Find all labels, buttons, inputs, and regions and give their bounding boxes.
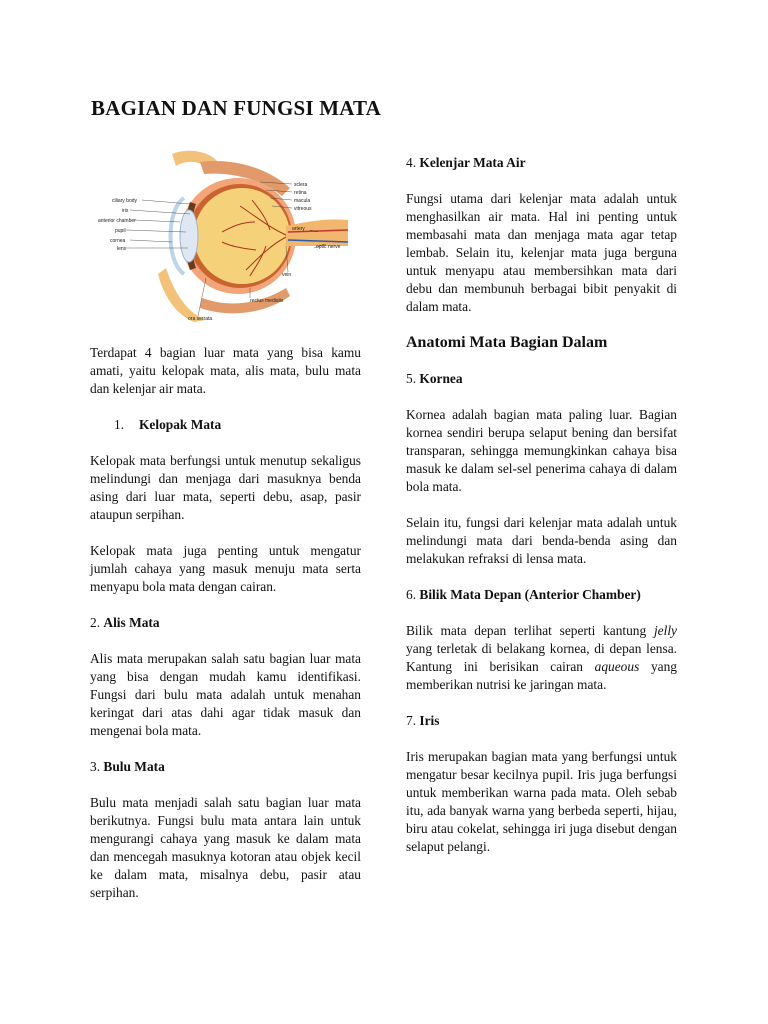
left-column (90, 344, 361, 902)
heading-iris (406, 712, 677, 730)
eye-anatomy-illustration (90, 148, 352, 324)
label-retina: retina (294, 190, 307, 196)
heading-bilik-mata-depan (406, 586, 677, 604)
label-lens: lens (117, 246, 127, 252)
heading-kelenjar-mata-air (406, 154, 677, 172)
label-optic-nerve: optic nerve (316, 244, 341, 250)
page-title: BAGIAN DAN FUNGSI MATA (91, 96, 382, 120)
bilik-paragraph (406, 622, 677, 694)
bilik-text-c: yang memberikan nutrisi ke jaringan mata. (406, 659, 677, 692)
label-pupil: pupil (115, 228, 126, 234)
heading-text: Alis Mata (103, 615, 160, 630)
lens-shape (180, 210, 198, 262)
kornea-paragraph-1: Kornea adalah bagian mata paling luar. Bagian kornea sendiri berupa selaput bening dan bersifat transparan, sehingga memungkinkan cahaya bisa masuk ke dalam sel-sel penerima cahaya di dalam bola mata. (406, 407, 677, 494)
heading-text: Kelenjar Mata Air (419, 155, 526, 170)
kelopak-paragraph-2: Kelopak mata juga penting untuk mengatur jumlah cahaya yang masuk menuju mata serta menyapu bola mata dengan cairan. (90, 543, 361, 594)
heading-bulu-mata (90, 758, 361, 776)
iris-paragraph: Iris merupakan bagian mata yang berfungsi untuk mengatur besar kecilnya pupil. Iris juga berfungsi untuk memberikan warna pada mata. Oleh sebab itu, ada banyak warna yang berbeda seperti, hijau, biru atau cokelat, sehingga iri juga disebut dengan selaput pelangi. (406, 749, 677, 854)
heading-text: Bilik Mata Depan (Anterior Chamber) (419, 587, 641, 602)
label-artery: artery (292, 226, 305, 232)
heading-number: 2. (90, 615, 101, 630)
kelenjar-paragraph: Fungsi utama dari kelenjar mata adalah untuk menghasilkan air mata. Hal ini penting untuk membasahi mata dan menjaga mata agar tetap lembab. Selain itu, kelenjar mata juga berguna untuk menyapu atau membersihkan mata dari debu dan membunuh berbagai bibit penyakit di dalam mata. (406, 191, 677, 314)
bilik-term-jelly: jelly (653, 623, 677, 638)
heading-number: 4. (406, 155, 417, 170)
bilik-text-b: yang terletak di belakang kornea, di depan lensa. Kantung ini berisikan cairan (406, 641, 677, 674)
heading-number: 1. (114, 417, 125, 432)
label-iris: iris (122, 208, 129, 214)
bottom-leader-2 (198, 278, 206, 316)
eye-anatomy-diagram (90, 148, 352, 324)
bilik-term-aqueous: aqueous (594, 659, 640, 674)
kornea-paragraph-2: Selain itu, fungsi dari kelenjar mata adalah untuk melindungi mata dari benda-benda asing dan melakukan refraksi di lensa mata. (406, 515, 677, 566)
heading-kornea (406, 370, 677, 388)
intro-paragraph: Terdapat 4 bagian luar mata yang bisa kamu amati, yaitu kelopak mata, alis mata, bulu mata dan kelenjar air mata. (90, 345, 361, 396)
label-sclera: sclera (294, 182, 308, 188)
label-vitreous: vitreous (294, 206, 312, 212)
label-ora-serrata: ora serrata (188, 316, 213, 322)
label-ciliary-body: ciliary body (112, 198, 138, 204)
label-rectus-medialis: rectus medialis (250, 298, 284, 304)
heading-number: 7. (406, 713, 417, 728)
alis-paragraph: Alis mata merupakan salah satu bagian luar mata yang bisa dengan mudah kamu identifikasi. Fungsi dari bulu mata adalah untuk menahan keringat dari atas dahi agar tidak masuk dan mengenai bola mata. (90, 651, 361, 738)
label-anterior-chamber: anterior chamber (98, 218, 136, 224)
heading-text: Kelopak Mata (139, 417, 222, 432)
label-vein: vein (282, 272, 292, 278)
right-column (406, 154, 677, 856)
label-macula: macula (294, 198, 311, 204)
heading-kelopak-mata (90, 416, 361, 434)
heading-text: Iris (419, 713, 440, 728)
vitreous-body (194, 188, 290, 284)
heading-text: Bulu Mata (103, 759, 165, 774)
bilik-text-a: Bilik mata depan terlihat seperti kantung (406, 623, 654, 638)
bulu-paragraph: Bulu mata menjadi salah satu bagian luar mata berikutnya. Fungsi bulu mata antara lain untuk mengurangi cahaya yang masuk ke dalam mata dan mencegah masuknya kotoran atau objek kecil ke dalam mata, misalnya debu, pasir atau serpihan. (90, 795, 361, 900)
section-heading-anatomi-dalam: Anatomi Mata Bagian Dalam (406, 334, 608, 351)
heading-number: 6. (406, 587, 417, 602)
heading-number: 5. (406, 371, 417, 386)
heading-number: 3. (90, 759, 101, 774)
heading-alis-mata (90, 614, 361, 632)
heading-text: Kornea (419, 371, 463, 386)
label-cornea: cornea (110, 238, 126, 244)
kelopak-paragraph-1: Kelopak mata berfungsi untuk menutup sekaligus melindungi dan menjaga dari masuknya benda asing dari luar mata, seperti debu, asap, pasir ataupun serpihan. (90, 453, 361, 522)
